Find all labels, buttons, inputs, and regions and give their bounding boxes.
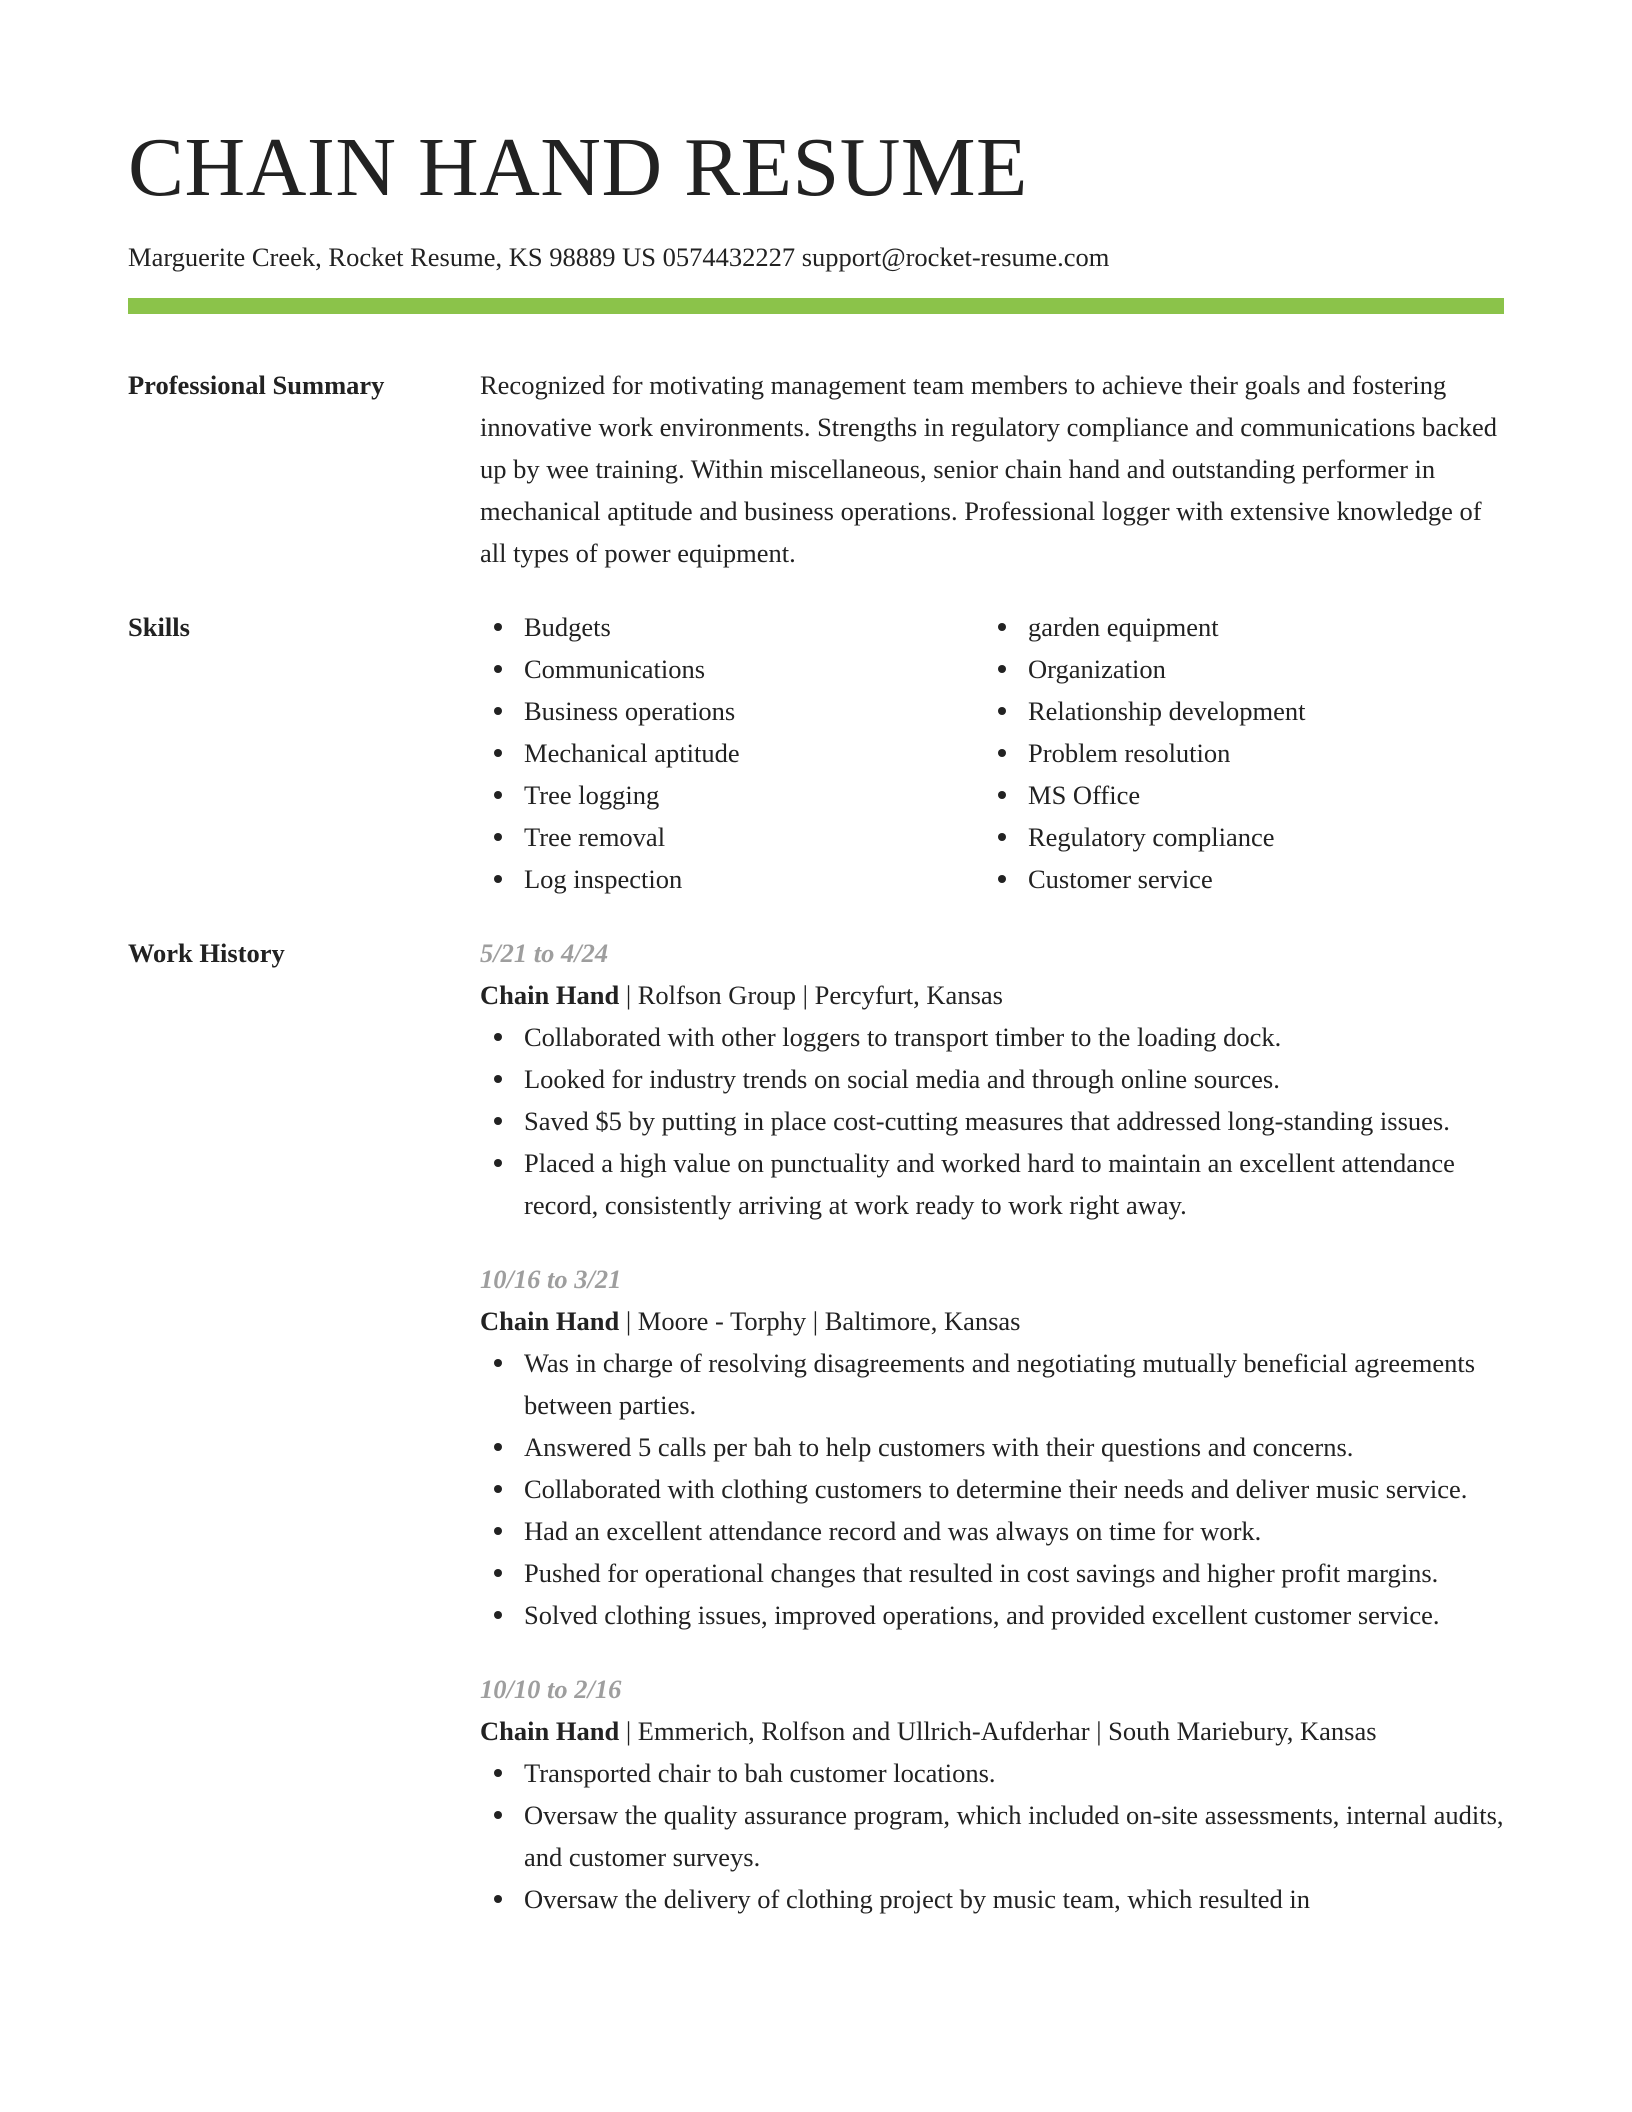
skill-item-text: Regulatory compliance [1028,822,1275,852]
bullet-dot-icon [494,1359,502,1367]
section-title-work-history: Work History [128,938,285,968]
section-title-skills: Skills [128,612,190,642]
bullet-dot-icon [494,623,502,631]
resume-page [128,0,1504,1952]
job-bullet [480,1552,1504,1594]
job-bullet [480,1016,1504,1058]
job-heading [480,1300,1504,1342]
skill-item [984,648,1305,690]
job-entry [480,1258,1504,1636]
skill-item-text: Mechanical aptitude [524,738,740,768]
bullet-dot-icon [998,875,1006,883]
job-bullet-text: Pushed for operational changes that resulted in cost savings and higher profit margins. [524,1558,1439,1588]
skill-item [480,690,984,732]
bullet-dot-icon [494,1075,502,1083]
job-dates: 10/10 to 2/16 [480,1674,622,1704]
job-bullet-text: Collaborated with other loggers to transport timber to the loading dock. [524,1022,1282,1052]
job-bullet-text: Was in charge of resolving disagreements and negotiating mutually beneficial agreements between parties. [524,1348,1476,1420]
job-bullet [480,1594,1504,1636]
job-bullet [480,1342,1504,1426]
bullet-dot-icon [494,1769,502,1777]
job-bullet-text: Collaborated with clothing customers to determine their needs and deliver music service. [524,1474,1468,1504]
job-bullet-text: Answered 5 calls per bah to help customers with their questions and concerns. [524,1432,1354,1462]
bullet-dot-icon [494,1485,502,1493]
skill-item [984,606,1305,648]
job-bullet [480,1510,1504,1552]
skill-item-text: MS Office [1028,780,1141,810]
job-employer-location: | Emmerich, Rolfson and Ullrich-Aufderhar | South Mariebury, Kansas [619,1716,1377,1746]
skill-item [480,774,984,816]
bullet-dot-icon [494,1117,502,1125]
skill-item [480,606,984,648]
job-bullet [480,1142,1504,1226]
job-bullet-text: Looked for industry trends on social media and through online sources. [524,1064,1280,1094]
job-bullet [480,1752,1504,1794]
job-bullets [480,1342,1504,1636]
job-dates: 5/21 to 4/24 [480,938,609,968]
bullet-dot-icon [494,1611,502,1619]
summary-text: Recognized for motivating management team members to achieve their goals and fostering innovative work environments. Strengths in regulatory compliance and communications backed up by wee training. Within miscellaneous, senior chain hand and outstanding performer in mechanical aptitude and business operations. Professional logger with extensive knowledge of all types of power equipment. [480,370,1498,568]
job-heading [480,974,1504,1016]
skill-item-text: Customer service [1028,864,1213,894]
job-bullet [480,1878,1504,1920]
job-bullet-text: Placed a high value on punctuality and worked hard to maintain an excellent attendance record, consistently arriving at work ready to work right away. [524,1148,1455,1220]
skill-item-text: Business operations [524,696,736,726]
contact-line: Marguerite Creek, Rocket Resume, KS 98889 US 0574432227 support@rocket-resume.com [128,242,1110,272]
skill-item-text: Budgets [524,612,611,642]
section-title-summary: Professional Summary [128,370,385,400]
bullet-dot-icon [494,1443,502,1451]
job-bullet-text: Transported chair to bah customer locations. [524,1758,996,1788]
skills-section [128,606,1504,900]
skill-item-text: Communications [524,654,706,684]
bullet-dot-icon [494,749,502,757]
job-title: Chain Hand [480,1716,620,1746]
job-bullets [480,1016,1504,1226]
job-employer-location: | Moore - Torphy | Baltimore, Kansas [619,1306,1021,1336]
job-bullet-text: Had an excellent attendance record and was always on time for work. [524,1516,1262,1546]
job-employer-location: | Rolfson Group | Percyfurt, Kansas [619,980,1003,1010]
job-entry [480,932,1504,1226]
bullet-dot-icon [494,1033,502,1041]
bullet-dot-icon [494,1811,502,1819]
skill-item [480,732,984,774]
summary-section [128,364,1504,574]
bullet-dot-icon [494,875,502,883]
job-bullet [480,1794,1504,1878]
skill-item-text: Log inspection [524,864,683,894]
skills-list-left [480,606,984,900]
skill-item-text: Tree logging [524,780,660,810]
bullet-dot-icon [998,623,1006,631]
skill-item-text: Tree removal [524,822,666,852]
skill-item [984,774,1305,816]
job-bullet-text: Saved $5 by putting in place cost-cutting measures that addressed long-standing issues. [524,1106,1450,1136]
skill-item-text: Organization [1028,654,1166,684]
job-bullet-text: Oversaw the delivery of clothing project by music team, which resulted in [524,1884,1310,1914]
skill-item [480,816,984,858]
skill-item-text: Problem resolution [1028,738,1231,768]
skill-item-text: Relationship development [1028,696,1306,726]
bullet-dot-icon [998,749,1006,757]
work-history-section [128,932,1504,1952]
bullet-dot-icon [998,707,1006,715]
bullet-dot-icon [494,1159,502,1167]
job-title: Chain Hand [480,1306,620,1336]
bullet-dot-icon [494,707,502,715]
bullet-dot-icon [494,1895,502,1903]
skill-item [984,732,1305,774]
bullet-dot-icon [998,665,1006,673]
bullet-dot-icon [494,1569,502,1577]
job-bullet [480,1058,1504,1100]
bullet-dot-icon [494,1527,502,1535]
job-list [480,932,1504,1952]
bullet-dot-icon [494,665,502,673]
skill-item [984,690,1305,732]
bullet-dot-icon [494,791,502,799]
bullet-dot-icon [998,791,1006,799]
job-title: Chain Hand [480,980,620,1010]
job-dates: 10/16 to 3/21 [480,1264,622,1294]
resume-title: CHAIN HAND RESUME [128,121,1028,214]
skill-item [984,816,1305,858]
job-entry [480,1668,1504,1920]
job-bullet-text: Oversaw the quality assurance program, which included on-site assessments, internal audits, and customer surveys. [524,1800,1504,1872]
skills-list-right [984,606,1305,900]
job-bullet [480,1426,1504,1468]
job-bullet [480,1468,1504,1510]
job-bullets [480,1752,1504,1920]
bullet-dot-icon [494,833,502,841]
job-heading [480,1710,1504,1752]
skill-item [480,858,984,900]
bullet-dot-icon [998,833,1006,841]
skill-item [480,648,984,690]
skills-columns [480,606,1504,900]
skill-item-text: garden equipment [1028,612,1219,642]
accent-divider [128,298,1504,314]
job-bullet-text: Solved clothing issues, improved operations, and provided excellent customer service. [524,1600,1440,1630]
skill-item [984,858,1305,900]
job-bullet [480,1100,1504,1142]
